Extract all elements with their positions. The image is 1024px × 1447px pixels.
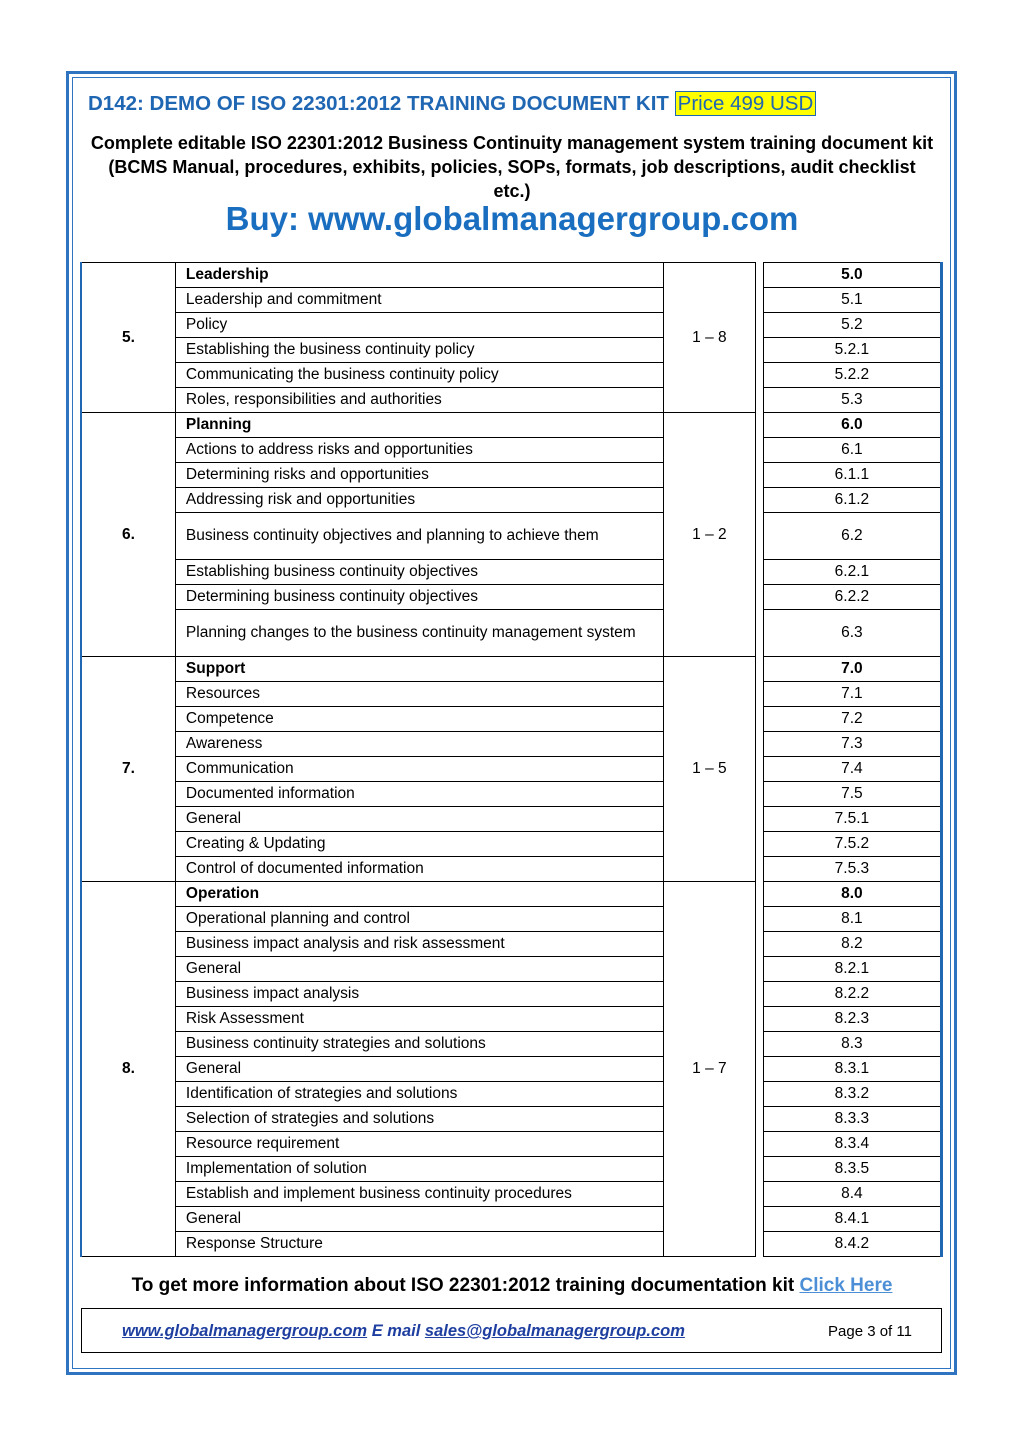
clause-number: 7.5.3 (763, 857, 941, 882)
table-row (81, 288, 942, 313)
clause-number: 8.2.1 (763, 957, 941, 982)
section-item: Awareness (175, 732, 663, 757)
footer-email-label: E mail (371, 1322, 421, 1340)
clause-number: 8.4 (763, 1182, 941, 1207)
clause-number: 7.4 (763, 757, 941, 782)
table-row (81, 882, 942, 907)
clause-number: 8.4.2 (763, 1232, 941, 1257)
table-row (81, 338, 942, 363)
table-row (81, 757, 942, 782)
clause-number: 8.3.5 (763, 1157, 941, 1182)
clause-number: 7.5.1 (763, 807, 941, 832)
table-row (81, 488, 942, 513)
section-item: Identification of strategies and solutions (175, 1082, 663, 1107)
section-item: Support (175, 657, 663, 682)
column-gap (756, 263, 763, 413)
table-row (81, 263, 942, 288)
clause-number: 8.0 (763, 882, 941, 907)
clause-number: 8.3.1 (763, 1057, 941, 1082)
table-row (81, 560, 942, 585)
footer-contact (122, 1322, 685, 1341)
section-item: Leadership and commitment (175, 288, 663, 313)
table-row (81, 982, 942, 1007)
section-item: Selection of strategies and solutions (175, 1107, 663, 1132)
table-row (81, 657, 942, 682)
table-row (81, 1207, 942, 1232)
table-row (81, 1057, 942, 1082)
section-item: Business impact analysis and risk assessment (175, 932, 663, 957)
section-item: Business continuity objectives and planning to achieve them (175, 513, 663, 560)
table-row (81, 782, 942, 807)
section-item: Operation (175, 882, 663, 907)
clause-number: 8.2 (763, 932, 941, 957)
clause-number: 8.3.2 (763, 1082, 941, 1107)
section-item: Resources (175, 682, 663, 707)
table-row (81, 732, 942, 757)
clause-number: 5.2 (763, 313, 941, 338)
clause-number: 7.0 (763, 657, 941, 682)
section-item: Roles, responsibilities and authorities (175, 388, 663, 413)
title-text: D142: DEMO OF ISO 22301:2012 TRAINING DOCUMENT KIT (88, 92, 669, 115)
section-item: Communicating the business continuity policy (175, 363, 663, 388)
table-row (81, 610, 942, 657)
footer-website-link[interactable]: www.globalmanagergroup.com (122, 1322, 368, 1340)
section-number: 5. (81, 263, 175, 413)
section-item: General (175, 957, 663, 982)
section-item: Creating & Updating (175, 832, 663, 857)
clause-number: 5.1 (763, 288, 941, 313)
table-row (81, 1157, 942, 1182)
table-row (81, 1232, 942, 1257)
clause-number: 8.2.3 (763, 1007, 941, 1032)
table-row (81, 1032, 942, 1057)
table-row (81, 413, 942, 438)
table-row (81, 907, 942, 932)
table-row (81, 585, 942, 610)
section-item: Determining business continuity objectives (175, 585, 663, 610)
table-row (81, 932, 942, 957)
section-item: Documented information (175, 782, 663, 807)
section-item: Planning changes to the business continuity management system (175, 610, 663, 657)
clause-number: 5.2.2 (763, 363, 941, 388)
section-item: Control of documented information (175, 857, 663, 882)
more-info-line (88, 1275, 936, 1297)
section-item: Competence (175, 707, 663, 732)
column-gap (756, 413, 763, 657)
table-row (81, 1182, 942, 1207)
clause-number: 6.3 (763, 610, 941, 657)
clause-number: 8.3.3 (763, 1107, 941, 1132)
page-range: 1 – 7 (663, 882, 756, 1257)
footer-email-link[interactable]: sales@globalmanagergroup.com (424, 1322, 685, 1340)
section-item: Business continuity strategies and solutions (175, 1032, 663, 1057)
clause-number: 6.2.1 (763, 560, 941, 585)
section-number: 7. (81, 657, 175, 882)
section-item: Implementation of solution (175, 1157, 663, 1182)
clause-number: 7.3 (763, 732, 941, 757)
section-item: Risk Assessment (175, 1007, 663, 1032)
price-badge: Price 499 USD (675, 91, 817, 116)
section-item: Leadership (175, 263, 663, 288)
table-row (81, 857, 942, 882)
column-gap (756, 657, 763, 882)
document-subtitle: Complete editable ISO 22301:2012 Business Continuity management system training document kit (BCMS Manual, procedures, exhibits, policies, SOPs, formats, job descriptions, audit checklist etc.) (90, 133, 934, 201)
section-item: Addressing risk and opportunities (175, 488, 663, 513)
clause-number: 7.1 (763, 682, 941, 707)
column-gap (756, 882, 763, 1257)
clause-number: 5.3 (763, 388, 941, 413)
clause-number: 8.3 (763, 1032, 941, 1057)
section-number: 6. (81, 413, 175, 657)
clause-number: 7.5 (763, 782, 941, 807)
buy-link[interactable]: Buy: www.globalmanagergroup.com (225, 200, 799, 237)
table-row (81, 832, 942, 857)
table-row (81, 463, 942, 488)
table-row (81, 313, 942, 338)
page-range: 1 – 8 (663, 263, 756, 413)
section-item: General (175, 807, 663, 832)
section-item: Response Structure (175, 1232, 663, 1257)
section-item: General (175, 1207, 663, 1232)
table-row (81, 1007, 942, 1032)
section-item: Resource requirement (175, 1132, 663, 1157)
click-here-link[interactable]: Click Here (799, 1275, 893, 1296)
table-row (81, 707, 942, 732)
section-item: General (175, 1057, 663, 1082)
section-item: Planning (175, 413, 663, 438)
section-item: Establish and implement business continuity procedures (175, 1182, 663, 1207)
section-item: Policy (175, 313, 663, 338)
clause-number: 8.3.4 (763, 1132, 941, 1157)
clause-number: 6.1.2 (763, 488, 941, 513)
clause-number: 6.2 (763, 513, 941, 560)
clause-number: 6.1 (763, 438, 941, 463)
contents-table (80, 262, 943, 1257)
clause-number: 5.0 (763, 263, 941, 288)
table-row (81, 957, 942, 982)
section-item: Establishing the business continuity policy (175, 338, 663, 363)
clause-number: 7.2 (763, 707, 941, 732)
clause-number: 6.0 (763, 413, 941, 438)
section-item: Communication (175, 757, 663, 782)
table-row (81, 513, 942, 560)
clause-number: 5.2.1 (763, 338, 941, 363)
clause-number: 8.2.2 (763, 982, 941, 1007)
page-range: 1 – 5 (663, 657, 756, 882)
document-title (88, 92, 938, 116)
table-row (81, 1082, 942, 1107)
clause-number: 6.2.2 (763, 585, 941, 610)
clause-number: 8.1 (763, 907, 941, 932)
table-row (81, 388, 942, 413)
clause-number: 6.1.1 (763, 463, 941, 488)
more-info-text: To get more information about ISO 22301:2012 training documentation kit (131, 1275, 795, 1296)
section-item: Actions to address risks and opportunities (175, 438, 663, 463)
table-row (81, 438, 942, 463)
page-number: Page 3 of 11 (828, 1323, 912, 1340)
section-number: 8. (81, 882, 175, 1257)
section-item: Determining risks and opportunities (175, 463, 663, 488)
table-row (81, 682, 942, 707)
table-row (81, 363, 942, 388)
section-item: Operational planning and control (175, 907, 663, 932)
table-row (81, 1107, 942, 1132)
table-row (81, 807, 942, 832)
clause-number: 8.4.1 (763, 1207, 941, 1232)
table-row (81, 1132, 942, 1157)
section-item: Business impact analysis (175, 982, 663, 1007)
section-item: Establishing business continuity objectives (175, 560, 663, 585)
clause-number: 7.5.2 (763, 832, 941, 857)
page-range: 1 – 2 (663, 413, 756, 657)
